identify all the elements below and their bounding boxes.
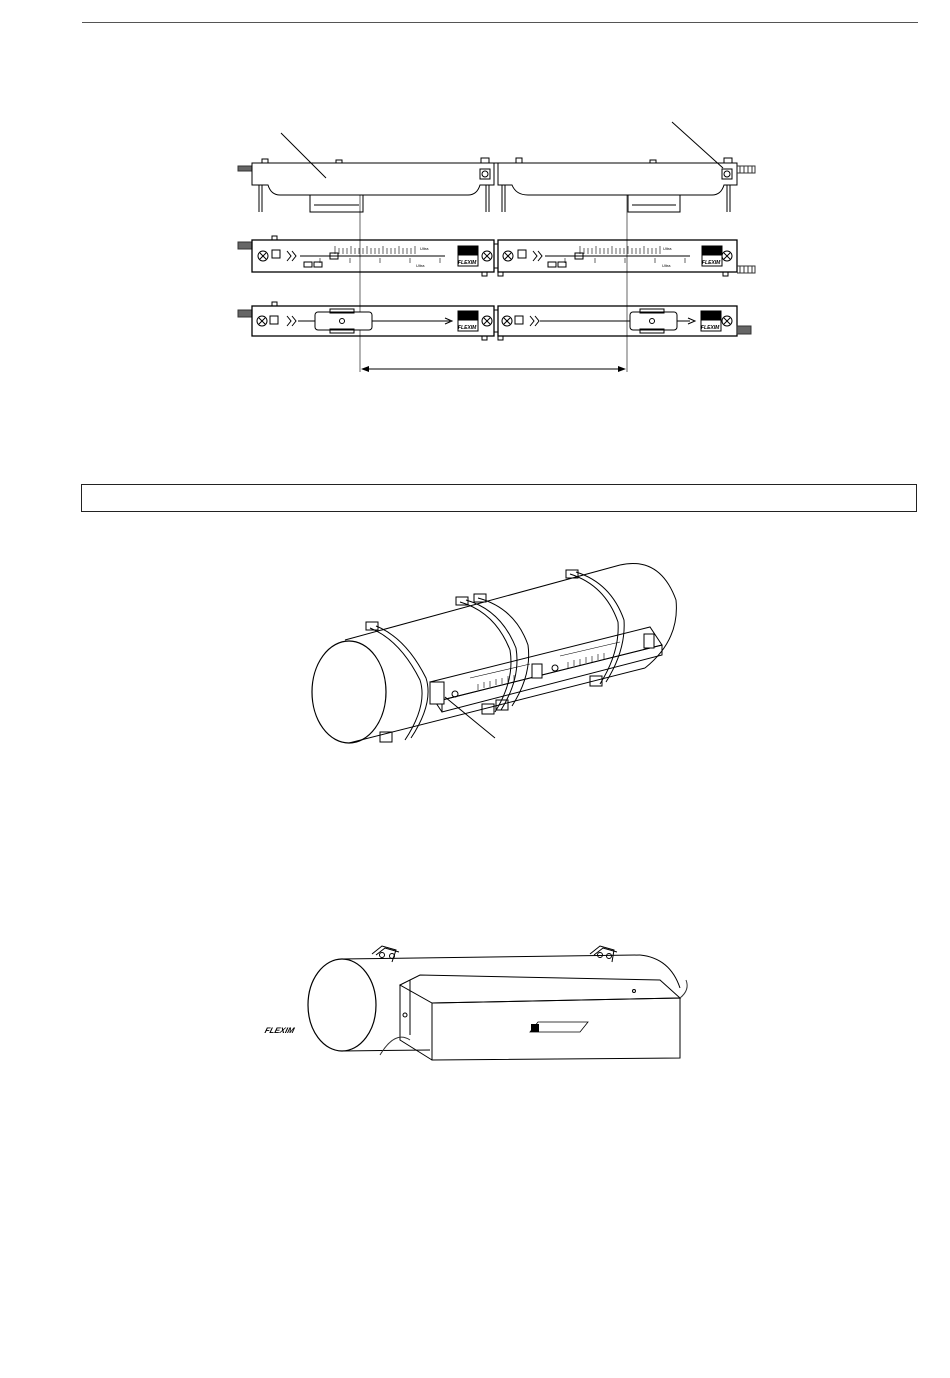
scale-end-left: Ultra — [416, 263, 425, 268]
brand-logo-cover: FLEXIM — [263, 1026, 296, 1035]
protective-cover — [380, 975, 687, 1060]
scale-caption-left: Ultra — [420, 246, 429, 251]
brand-logo-rail-2b: FLEXIM — [701, 325, 720, 331]
brand-logo-rail-1b: FLEXIM — [702, 260, 721, 266]
clamp-brackets — [372, 946, 617, 962]
pipe-body-cover — [308, 955, 680, 1051]
scale-end-right: Ultra — [662, 263, 671, 268]
scale-caption-right: Ultra — [663, 246, 672, 251]
brand-logo-rail-1a: FLEXIM — [458, 260, 477, 266]
brand-logo-rail-2a: FLEXIM — [458, 325, 477, 331]
